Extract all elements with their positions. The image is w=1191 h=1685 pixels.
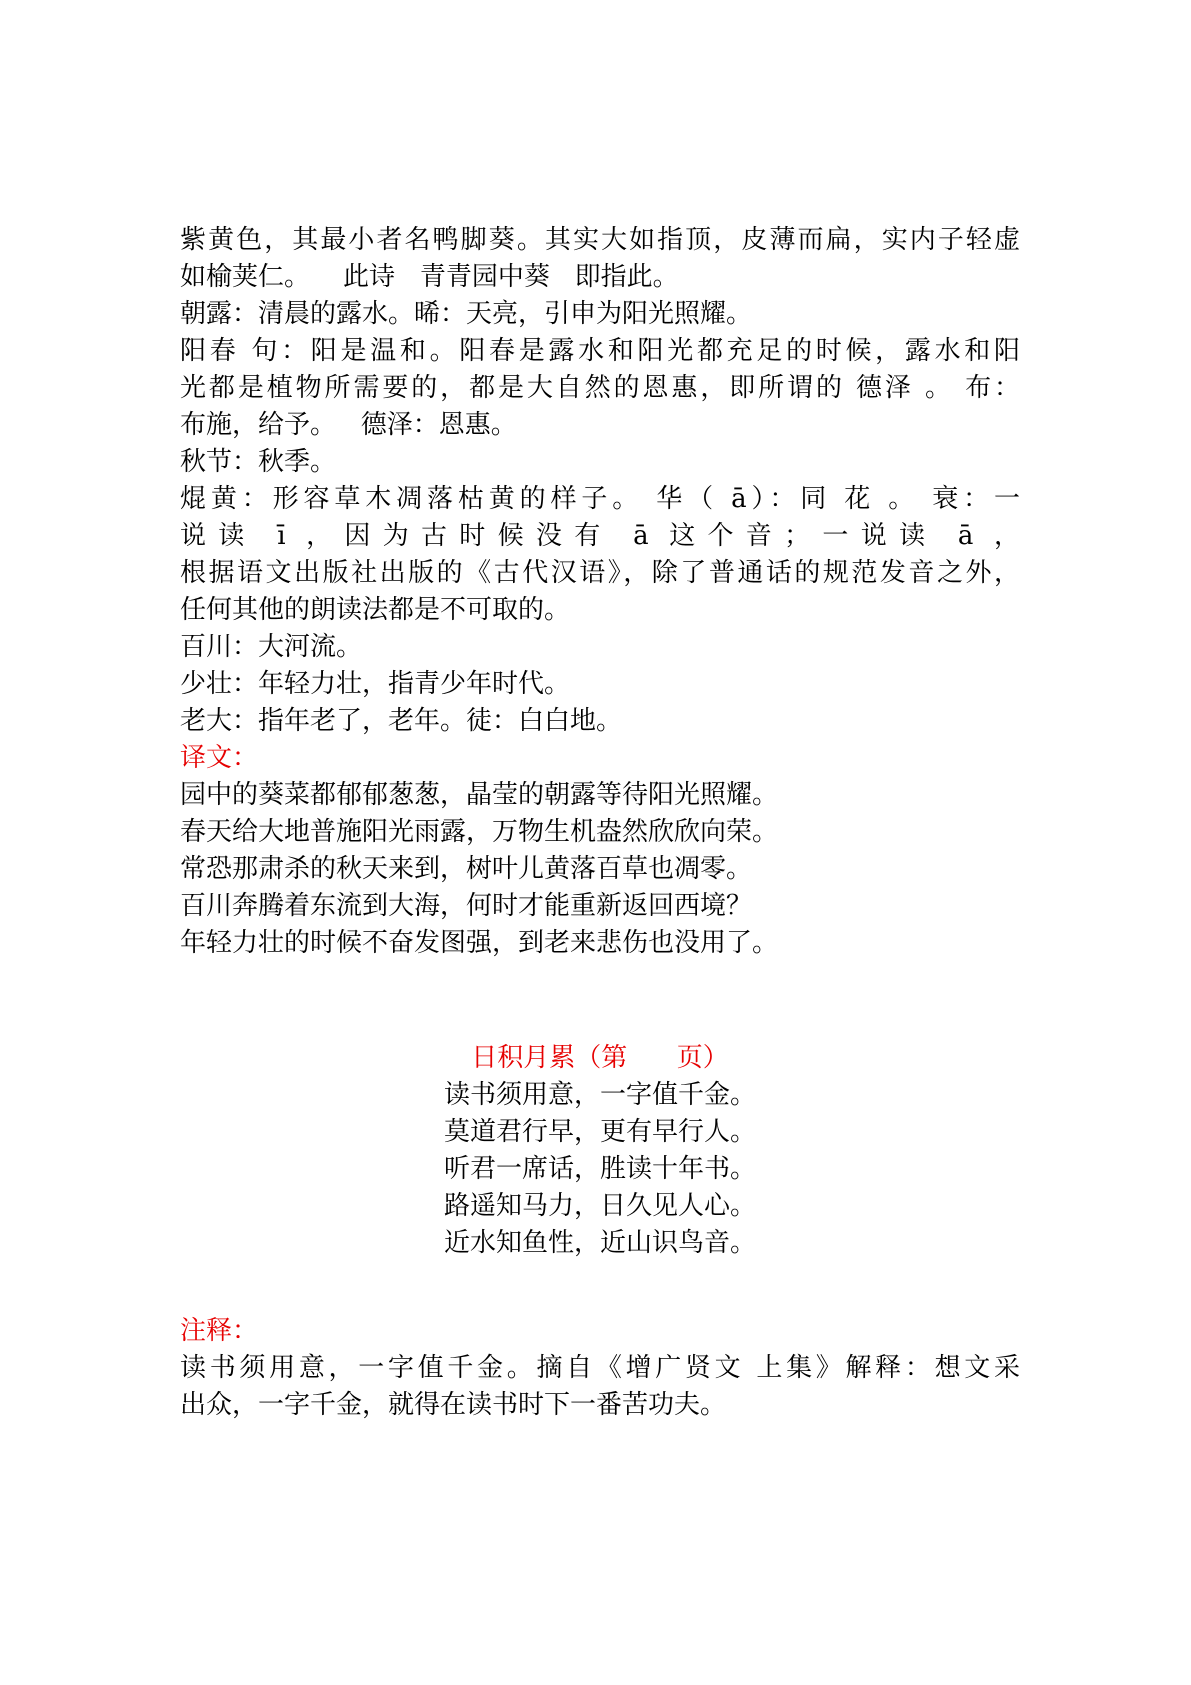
- notes-line: 布施，给予。 德泽：恩惠。: [180, 410, 517, 440]
- daily-line: 路遥知马力，日久见人心。: [443, 1191, 756, 1221]
- notes-line: 焜黄：形容草木凋落枯黄的样子。 华（ ā）：同 花 。 衰：一: [180, 484, 1020, 514]
- notes-line: 少壮：年轻力壮，指青少年时代。: [180, 669, 571, 699]
- notes-line: 阳春 句：阳是温和。阳春是露水和阳光都充足的时候，露水和阳: [180, 336, 1020, 366]
- notes-line: 任何其他的朗读法都是不可取的。: [180, 595, 571, 625]
- translation-line: 园中的葵菜都郁郁葱葱，晶莹的朝露等待阳光照耀。: [180, 780, 779, 810]
- translation-line: 常恐那肃杀的秋天来到，树叶儿黄落百草也凋零。: [180, 854, 753, 884]
- notes-line: 读书须用意，一字值千金。摘自《增广贤文 上集》解释：想文采: [180, 1353, 1020, 1383]
- translation-line: 百川奔腾着东流到大海，何时才能重新返回西境？: [180, 891, 753, 921]
- translation-heading: 译文：: [180, 743, 259, 773]
- notes-line: 老大：指年老了，老年。徒：白白地。: [180, 706, 623, 736]
- daily-line: 莫道君行早，更有早行人。: [443, 1117, 756, 1147]
- daily-section: [180, 1040, 1020, 1262]
- notes-heading: 注释：: [180, 1316, 259, 1346]
- notes-line: 秋节：秋季。: [180, 447, 337, 477]
- translation-line: 年轻力壮的时候不奋发图强，到老来悲伤也没用了。: [180, 928, 779, 958]
- daily-heading: 日积月累（第 页）: [471, 1043, 729, 1073]
- notes-line: 出众，一字千金，就得在读书时下一番苦功夫。: [180, 1390, 727, 1420]
- notes-line: 紫黄色，其最小者名鸭脚葵。其实大如指顶，皮薄而扁，实内子轻虚: [180, 225, 1020, 255]
- translation-line: 春天给大地普施阳光雨露，万物生机盎然欣欣向荣。: [180, 817, 779, 847]
- daily-line: 读书须用意，一字值千金。: [443, 1080, 756, 1110]
- notes-line: 根据语文出版社出版的《古代汉语》，除了普通话的规范发音之外，: [180, 558, 1020, 588]
- daily-line: 近水知鱼性，近山识鸟音。: [443, 1228, 756, 1258]
- notes-line: 如榆荚仁。 此诗 青青园中葵 即指此。: [180, 262, 679, 292]
- notes-line: 光都是植物所需要的，都是大自然的恩惠，即所谓的 德泽 。 布：: [180, 373, 1020, 403]
- notes-line: 百川：大河流。: [180, 632, 363, 662]
- notes-bottom: [180, 1313, 1020, 1424]
- notes-top: [180, 222, 1020, 962]
- notes-line: 说读 ī ，因为古时候没有 ā 这个音；一说读 ā ，: [180, 521, 1020, 551]
- notes-line: 朝露：清晨的露水。晞：天亮，引申为阳光照耀。: [180, 299, 753, 329]
- daily-line: 听君一席话，胜读十年书。: [443, 1154, 756, 1184]
